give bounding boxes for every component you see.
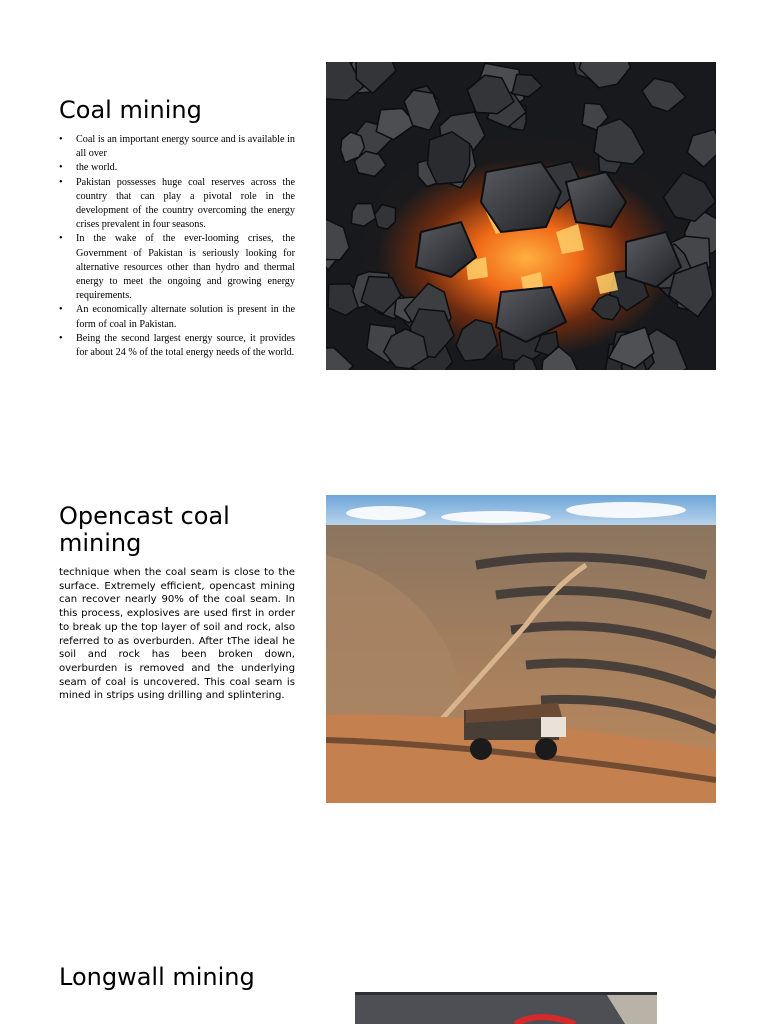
burning-coal-photo xyxy=(326,62,716,370)
longwall-diagram-image xyxy=(355,992,657,1024)
list-item: • Coal is an important energy source and is available in all over xyxy=(59,133,295,161)
heading-coal-mining: Coal mining xyxy=(59,96,202,124)
list-item: • Pakistan possesses huge coal reserves across the country that can play a pivotal role in the development of the country overcoming the energy crises prevalent in four seasons. xyxy=(59,176,295,233)
list-item: • the world. xyxy=(59,161,295,175)
heading-opencast-coal-mining: Opencast coal mining xyxy=(59,502,230,557)
list-item: • An economically alternate solution is present in the form of coal in Pakistan. xyxy=(59,303,295,331)
opencast-mine-photo xyxy=(326,495,716,803)
coal-mining-bullet-list xyxy=(59,133,295,360)
opencast-description: technique when the coal seam is close to the surface. Extremely efficient, opencast mining can recover nearly 90% of the coal seam. In this process, explosives are used first in order to break up the top layer of soil and rock, also referred to as overburden. After tThe ideal he soil and rock has been broken down, overburden is removed and the underlying seam of coal is uncovered. This coal seam is mined in strips using drilling and splintering. xyxy=(59,567,295,702)
list-item: • In the wake of the ever-looming crises, the Government of Pakistan is seriously looking for alternative resources other than hydro and thermal energy to meet the ongoing and growing energy requirements. xyxy=(59,232,295,303)
list-item: • Being the second largest energy source, it provides for about 24 % of the total energy needs of the world. xyxy=(59,332,295,360)
heading-longwall-mining: Longwall mining xyxy=(59,963,255,991)
